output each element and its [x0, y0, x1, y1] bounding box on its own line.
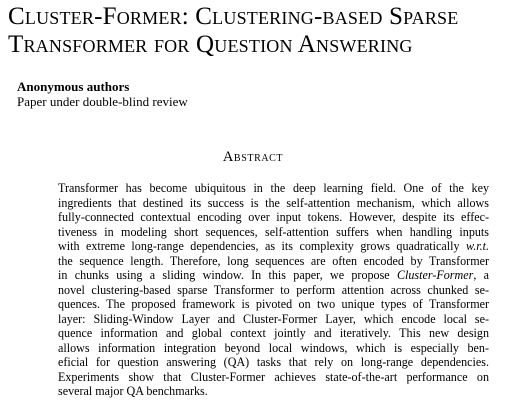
abstract-line: quence information and global context jointly and iteratively. This new design — [58, 326, 489, 340]
abstract-body — [58, 181, 489, 399]
abstract-line-tail: , a — [473, 268, 489, 282]
abstract-line: tiveness in modeling short sequences, self-attention suffers when handling inputs — [58, 224, 489, 239]
abstract-line: layer: Sliding-Window Layer and Cluster-Former Layer, which encode local se- — [58, 311, 489, 326]
abstract-line — [58, 239, 489, 254]
abstract-line: fully-connected contextual encoding over input tokens. However, despite its effec- — [58, 210, 489, 224]
abstract-heading: Abstract — [222, 149, 284, 165]
abstract-line: allows information integration beyond local windows, which is especially ben- — [58, 340, 489, 355]
paper-title — [8, 3, 500, 59]
abstract-line: Experiments show that Cluster-Former achieves state-of-the-art performance on — [58, 369, 489, 384]
abstract-italic-model: Cluster-Former — [396, 268, 474, 282]
abstract-line: eficial for question answering (QA) tasks that rely on long-range dependencies. — [58, 355, 489, 369]
abstract-line: Transformer has become ubiquitous in the deep learning field. One of the key — [58, 181, 489, 195]
abstract-line: several major QA benchmarks. — [58, 384, 208, 398]
abstract-line: ingredients that destined its success is the self-attention mechanism, which allows — [58, 195, 489, 210]
abstract-line-text: with extreme long-range dependencies, as its complexity grows quadratically — [58, 239, 467, 253]
abstract-line — [58, 268, 489, 283]
abstract-line: quences. The proposed framework is pivoted on two unique types of Transformer — [58, 297, 489, 311]
paper-title-line-2: Transformer for Question Answering — [8, 31, 413, 58]
author-block — [17, 80, 188, 109]
abstract-line-text: in chunks using a sliding window. In this paper, we propose — [58, 268, 397, 282]
abstract-italic-wrt: w.r.t. — [466, 239, 489, 253]
abstract-line: the sequence length. Therefore, long sequences are often encoded by Transformer — [58, 253, 489, 268]
abstract-line: novel clustering-based sparse Transformer to perform attention across chunked se- — [58, 282, 489, 297]
paper-title-line-1: Cluster-Former: Clustering-based Sparse — [8, 3, 459, 30]
review-note: Paper under double-blind review — [17, 94, 188, 109]
author-name: Anonymous authors — [17, 79, 130, 94]
